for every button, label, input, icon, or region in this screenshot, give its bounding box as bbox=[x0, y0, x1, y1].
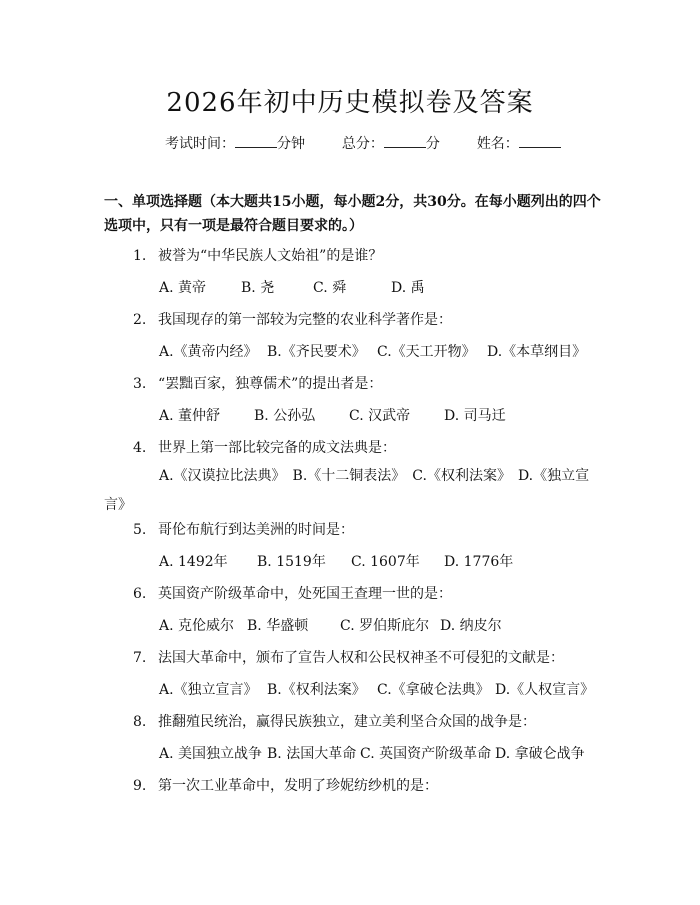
option-d: D. 拿破仑战争 bbox=[495, 746, 585, 762]
question-number: 9. bbox=[133, 778, 147, 794]
exam-meta bbox=[165, 133, 561, 153]
question-9 bbox=[133, 775, 438, 795]
option-d: D. 禹 bbox=[391, 280, 425, 296]
option-b: B.《齐民要术》 bbox=[267, 344, 366, 360]
question-3-options bbox=[159, 405, 506, 425]
question-6-options bbox=[159, 615, 502, 635]
question-text: 世界上第一部比较完备的成文法典是： bbox=[158, 440, 396, 456]
question-text: 法国大革命中，颁布了宣告人权和公民权神圣不可侵犯的文献是： bbox=[158, 650, 564, 666]
section-heading: 一、单项选择题（本大题共15小题，每小题2分，共30分。在每小题列出的四个选项中，只有一项是最符合题目要求的。） bbox=[104, 194, 601, 234]
option-a: A. 1492年 bbox=[159, 554, 228, 570]
question-5 bbox=[133, 519, 354, 539]
time-unit: 分钟 bbox=[277, 136, 305, 152]
question-number: 6. bbox=[133, 586, 147, 602]
score-label: 总分： bbox=[341, 136, 384, 152]
option-a: A. 美国独立战争 bbox=[159, 746, 263, 762]
option-c: C. 汉武帝 bbox=[349, 408, 411, 424]
question-7-options bbox=[159, 679, 594, 699]
question-5-options bbox=[159, 551, 513, 571]
question-number: 8. bbox=[133, 714, 147, 730]
time-blank bbox=[235, 135, 277, 148]
option-b: B. 尧 bbox=[241, 280, 275, 296]
question-text: 推翻殖民统治，赢得民族独立，建立美利坚合众国的战争是： bbox=[158, 714, 536, 730]
question-2 bbox=[133, 309, 452, 329]
time-label: 考试时间： bbox=[165, 136, 235, 152]
option-c: C. 1607年 bbox=[351, 554, 420, 570]
score-blank bbox=[384, 135, 426, 148]
question-7 bbox=[133, 647, 564, 667]
question-4-options: A.《汉谟拉比法典》 B.《十二铜表法》 C.《权利法案》 D.《独立宣言》 bbox=[104, 468, 590, 513]
question-text: 被誉为“中华民族人文始祖”的是谁？ bbox=[158, 248, 383, 264]
question-number: 1. bbox=[133, 248, 147, 264]
page-title: 2026年初中历史模拟卷及答案 bbox=[166, 88, 534, 118]
option-a: A. 克伦威尔 bbox=[159, 618, 235, 634]
option-a: A.《黄帝内经》 bbox=[159, 344, 258, 360]
option-d: D.《本草纲目》 bbox=[487, 344, 587, 360]
question-3 bbox=[133, 373, 382, 393]
question-8-options bbox=[159, 743, 585, 763]
question-text: 英国资产阶级革命中，处死国王查理一世的是： bbox=[158, 586, 452, 602]
option-a: A. 黄帝 bbox=[159, 280, 207, 296]
question-8 bbox=[133, 711, 536, 731]
question-text: “罢黜百家，独尊儒术”的提出者是： bbox=[158, 376, 383, 392]
question-1 bbox=[133, 245, 382, 265]
question-number: 2. bbox=[133, 312, 147, 328]
option-d: D. 纳皮尔 bbox=[440, 618, 502, 634]
option-b: B.《权利法案》 bbox=[267, 682, 366, 698]
question-2-options bbox=[159, 341, 586, 361]
option-c: C. 舜 bbox=[313, 280, 347, 296]
question-text: 第一次工业革命中，发明了珍妮纺纱机的是： bbox=[158, 778, 438, 794]
question-text: 哥伦布航行到达美洲的时间是： bbox=[158, 522, 354, 538]
option-c: C. 英国资产阶级革命 bbox=[360, 746, 492, 762]
option-b: B. 公孙弘 bbox=[254, 408, 316, 424]
name-label: 姓名： bbox=[476, 136, 519, 152]
question-number: 7. bbox=[133, 650, 147, 666]
question-number: 3. bbox=[133, 376, 147, 392]
question-number: 5. bbox=[133, 522, 147, 538]
option-b: B. 1519年 bbox=[257, 554, 326, 570]
question-text: 我国现存的第一部较为完整的农业科学著作是： bbox=[158, 312, 452, 328]
question-1-options bbox=[159, 277, 425, 297]
option-a: A.《独立宣言》 bbox=[159, 682, 258, 698]
option-c: C. 罗伯斯庇尔 bbox=[340, 618, 430, 634]
question-4 bbox=[133, 437, 396, 457]
option-b: B. 法国大革命 bbox=[267, 746, 357, 762]
option-d: D. 1776年 bbox=[444, 554, 514, 570]
option-c: C.《天工开物》 bbox=[377, 344, 476, 360]
option-b: B. 华盛顿 bbox=[247, 618, 309, 634]
question-number: 4. bbox=[133, 440, 147, 456]
option-d: D. 司马迁 bbox=[444, 408, 506, 424]
question-6 bbox=[133, 583, 452, 603]
option-d: D.《人权宣言》 bbox=[495, 682, 595, 698]
name-blank bbox=[519, 135, 561, 148]
score-unit: 分 bbox=[425, 136, 440, 152]
option-a: A. 董仲舒 bbox=[159, 408, 221, 424]
option-c: C.《拿破仑法典》 bbox=[377, 682, 490, 698]
